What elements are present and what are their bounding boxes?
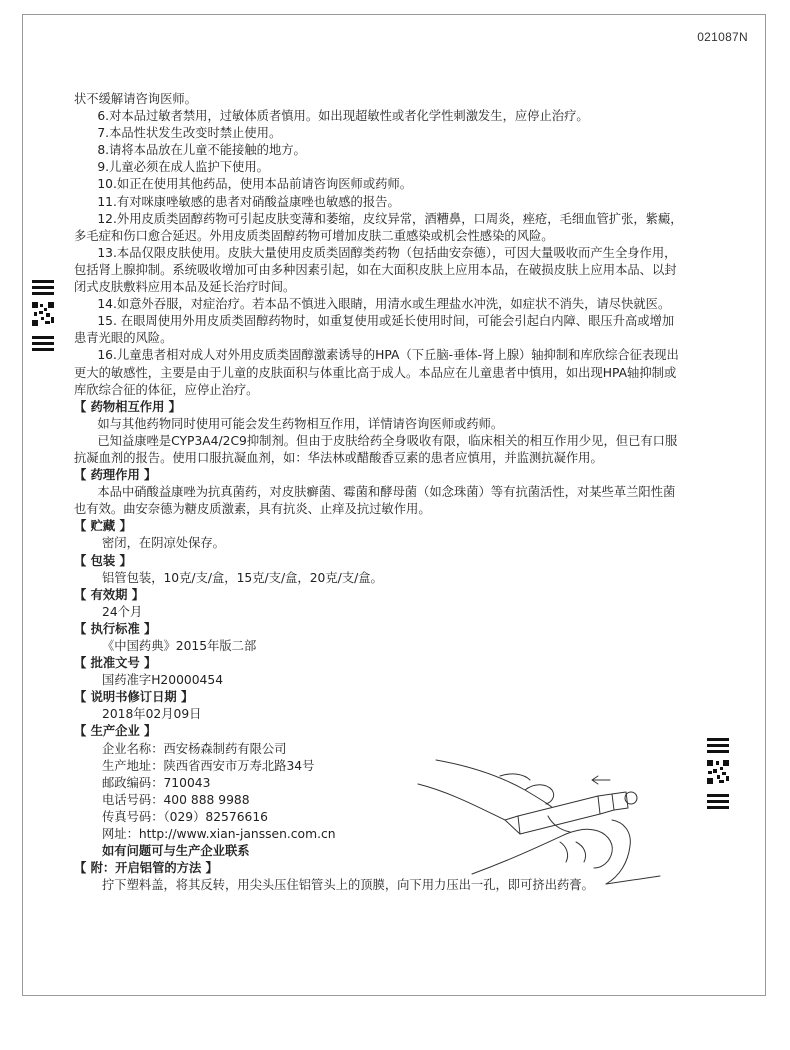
- qr-code-icon: [707, 760, 729, 784]
- paragraph: 状不缓解请咨询医师。: [74, 92, 197, 106]
- section-heading: 【 说明书修订日期 】: [74, 690, 194, 705]
- section-heading: 【 批准文号 】: [74, 656, 157, 671]
- paragraph: 生产地址：陕西省西安市万寿北路34号: [102, 758, 315, 773]
- paragraph: 邮政编码：710043: [102, 775, 211, 790]
- paragraph: 2018年02月09日: [102, 707, 202, 722]
- instruction-text-body: [74, 91, 686, 894]
- section-heading: 【 有效期 】: [74, 587, 145, 602]
- paragraph: 网址：http://www.xian-janssen.com.cn: [102, 827, 336, 842]
- paragraph: 6.对本品过敏者禁用，过敏体质者慎用。如出现超敏性或者化学性刺激发生，应停止治疗。: [97, 109, 589, 124]
- paragraph: 企业名称：西安杨森制药有限公司: [102, 741, 287, 756]
- paragraph: 13.本品仅限皮肤使用。皮肤大量使用皮质类固醇类药物（包括曲安奈德），可因大量吸收而产生全身作用，包括肾上腺抑制。系统吸收增加可由多种因素引起，如在大面积皮肤上应用本品，在破损皮肤上应用本品、以封闭式皮肤敷料应用本品及延长治疗时间。: [74, 245, 677, 295]
- paragraph: 本品中硝酸益康唑为抗真菌药，对皮肤癣菌、霉菌和酵母菌（如念珠菌）等有抗菌活性，对某些革兰阳性菌也有效。曲安奈德为糖皮质激素，具有抗炎、止痒及抗过敏作用。: [74, 485, 676, 517]
- section-heading: 【 药理作用 】: [74, 468, 157, 483]
- paragraph: 15. 在眼周使用外用皮质类固醇药物时，如重复使用或延长使用时间，可能会引起白内障、眼压升高或增加患青光眼的风险。: [74, 314, 675, 346]
- paragraph: 如与其他药物同时使用可能会发生药物相互作用，详情请咨询医师或药师。: [97, 416, 504, 431]
- paragraph: 电话号码：400 888 9988: [102, 792, 250, 807]
- section-heading: 【 包装 】: [74, 553, 132, 568]
- section-heading: 【 附：开启铝管的方法 】: [74, 861, 218, 876]
- section-heading: 【 生产企业 】: [74, 724, 157, 739]
- paragraph: 10.如正在使用其他药品，使用本品前请咨询医师或药师。: [97, 177, 413, 192]
- paragraph: 如有问题可与生产企业联系: [102, 844, 250, 859]
- section-heading: 【 药物相互作用 】: [74, 399, 181, 414]
- section-heading: 【 执行标准 】: [74, 621, 157, 636]
- section-heading: 【 贮藏 】: [74, 519, 132, 534]
- paragraph: 《中国药典》2015年版二部: [102, 639, 257, 653]
- paragraph: 传真号码：（029）82576616: [102, 809, 268, 824]
- paragraph: 24个月: [102, 604, 143, 619]
- paragraph: 14.如意外吞服，对症治疗。若本品不慎进入眼睛，用清水或生理盐水冲洗，如症状不消失，请尽快就医。: [97, 297, 671, 312]
- qr-code-icon: [32, 302, 54, 326]
- paragraph: 12.外用皮质类固醇药物可引起皮肤变薄和萎缩，皮纹异常，酒糟鼻，口周炎，痤疮，毛细血管扩张，紫癜，多毛症和伤口愈合延迟。外用皮质类固醇药物可增加皮肤二重感染或机会性感染的风险。: [74, 211, 683, 243]
- barcode-icon: [32, 280, 54, 354]
- barcode-icon: [707, 738, 729, 812]
- paragraph: 9.儿童必须在成人监护下使用。: [97, 160, 269, 175]
- paragraph: 国药准字H20000454: [102, 673, 224, 688]
- document-code: 021087N: [697, 30, 748, 44]
- paragraph: 拧下塑料盖，将其反转，用尖头压住铝管头上的顶膜，向下用力压出一孔，即可挤出药膏。: [102, 878, 594, 893]
- paragraph: 8.请将本品放在儿童不能接触的地方。: [97, 143, 306, 158]
- paragraph: 密闭，在阴凉处保存。: [102, 536, 225, 551]
- paragraph: 已知益康唑是CYP3A4/2C9抑制剂。但由于皮肤给药全身吸收有限，临床相关的相互作用少见，但已有口服抗凝血剂的报告。使用口服抗凝血剂，如：华法林或醋酸香豆素的患者应慎用，并监测抗凝作用。: [74, 433, 678, 465]
- paragraph: 铝管包装，10克/支/盒，15克/支/盒，20克/支/盒。: [102, 570, 383, 585]
- paragraph: 16.儿童患者相对成人对外用皮质类固醇激素诱导的HPA（下丘脑-垂体-肾上腺）轴抑制和库欣综合征表现出更大的敏感性，主要是由于儿童的皮肤面积与体重比高于成人。本品应在儿童患者中慎用，如出现HPA轴抑制或库欣综合征的体征，应停止治疗。: [74, 348, 679, 397]
- paragraph: 11.有对咪康唑敏感的患者对硝酸益康唑也敏感的报告。: [97, 194, 400, 209]
- paragraph: 7.本品性状发生改变时禁止使用。: [97, 126, 282, 141]
